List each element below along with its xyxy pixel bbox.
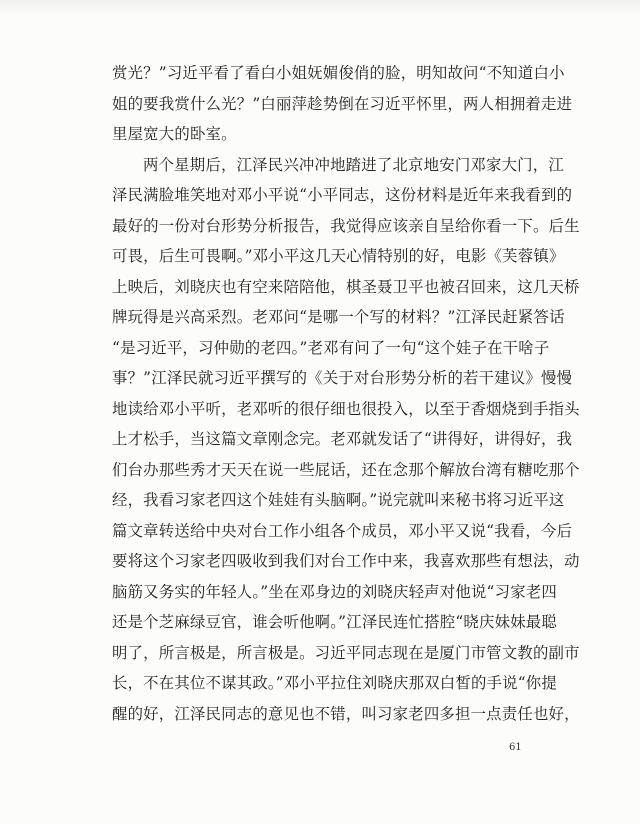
text-line-2: 姐的要我赏什么光？”白丽萍趁势倒在习近平怀里，两人相拥着走进 bbox=[112, 94, 573, 113]
text-line-14: 们台办那些秀才天天在说一些屁话，还在念那个解放台湾有糖吃那个 bbox=[112, 460, 580, 479]
text-line-3: 里屋宽大的卧室。 bbox=[112, 125, 237, 143]
text-line-4: 两个星期后，江泽民兴冲冲地踏进了北京地安门邓家大门，江 bbox=[143, 155, 564, 174]
text-line-18: 脑筋又务实的年轻人。”坐在邓身边的刘晓庆轻声对他说“习家老四 bbox=[112, 582, 557, 601]
text-line-6: 最好的一份对台形势分析报告，我觉得应该亲自呈给你看一下。后生 bbox=[112, 216, 580, 235]
text-line-19: 还是个芝麻绿豆官，谁会听他啊。”江泽民连忙搭腔“晓庆妹妹最聪 bbox=[112, 613, 557, 631]
text-line-15: 经，我看习家老四这个娃娃有头脑啊。”说完就叫来秘书将习近平这 bbox=[112, 491, 565, 509]
text-line-5: 泽民满脸堆笑地对邓小平说“小平同志，这份材料是近年来我看到的 bbox=[112, 186, 573, 204]
text-line-13: 上才松手，当这篇文章刚念完。老邓就发话了“讲得好，讲得好，我 bbox=[112, 430, 573, 448]
text-line-17: 要将这个习家老四吸收到我们对台工作中来，我喜欢那些有想法，动 bbox=[112, 552, 580, 570]
text-line-10: “是习近平，习仲勋的老四。”老邓有问了一句“这个娃子在干啥子 bbox=[112, 338, 550, 357]
text-line-21: 长，不在其位不谋其政。”邓小平拉住刘晓庆那双白皙的手说“你提 bbox=[112, 674, 557, 692]
text-line-12: 地读给邓小平听，老邓听的很仔细也很投入，以至于香烟烧到手指头 bbox=[112, 399, 580, 418]
text-line-1: 赏光？”习近平看了看白小姐妩媚俊俏的脸，明知故问“不知道白小 bbox=[112, 64, 565, 82]
scan-edge-shadow bbox=[0, 0, 640, 14]
text-line-16: 篇文章转送给中央对台工作小组各个成员，邓小平又说“我看，今后 bbox=[112, 521, 573, 540]
text-line-20: 明了，所言极是，所言极是。习近平同志现在是厦门市管文教的副市 bbox=[112, 643, 580, 662]
text-line-8: 上映后，刘晓庆也有空来陪陪他，棋圣聂卫平也被召回来，这几天桥 bbox=[112, 277, 580, 296]
body-text bbox=[112, 58, 580, 729]
text-line-7: 可畏，后生可畏啊。”邓小平这几天心情特别的好，电影《芙蓉镇》 bbox=[112, 247, 565, 265]
text-line-22: 醒的好，江泽民同志的意见也不错，叫习家老四多担一点责任也好， bbox=[112, 704, 580, 723]
text-line-11: 事？”江泽民就习近平撰写的《关于对台形势分析的若干建议》慢慢 bbox=[112, 369, 573, 387]
text-line-9: 牌玩得是兴高采烈。老邓问“是哪一个写的材料？”江泽民赶紧答话 bbox=[112, 308, 565, 326]
page-number: 61 bbox=[509, 742, 522, 753]
